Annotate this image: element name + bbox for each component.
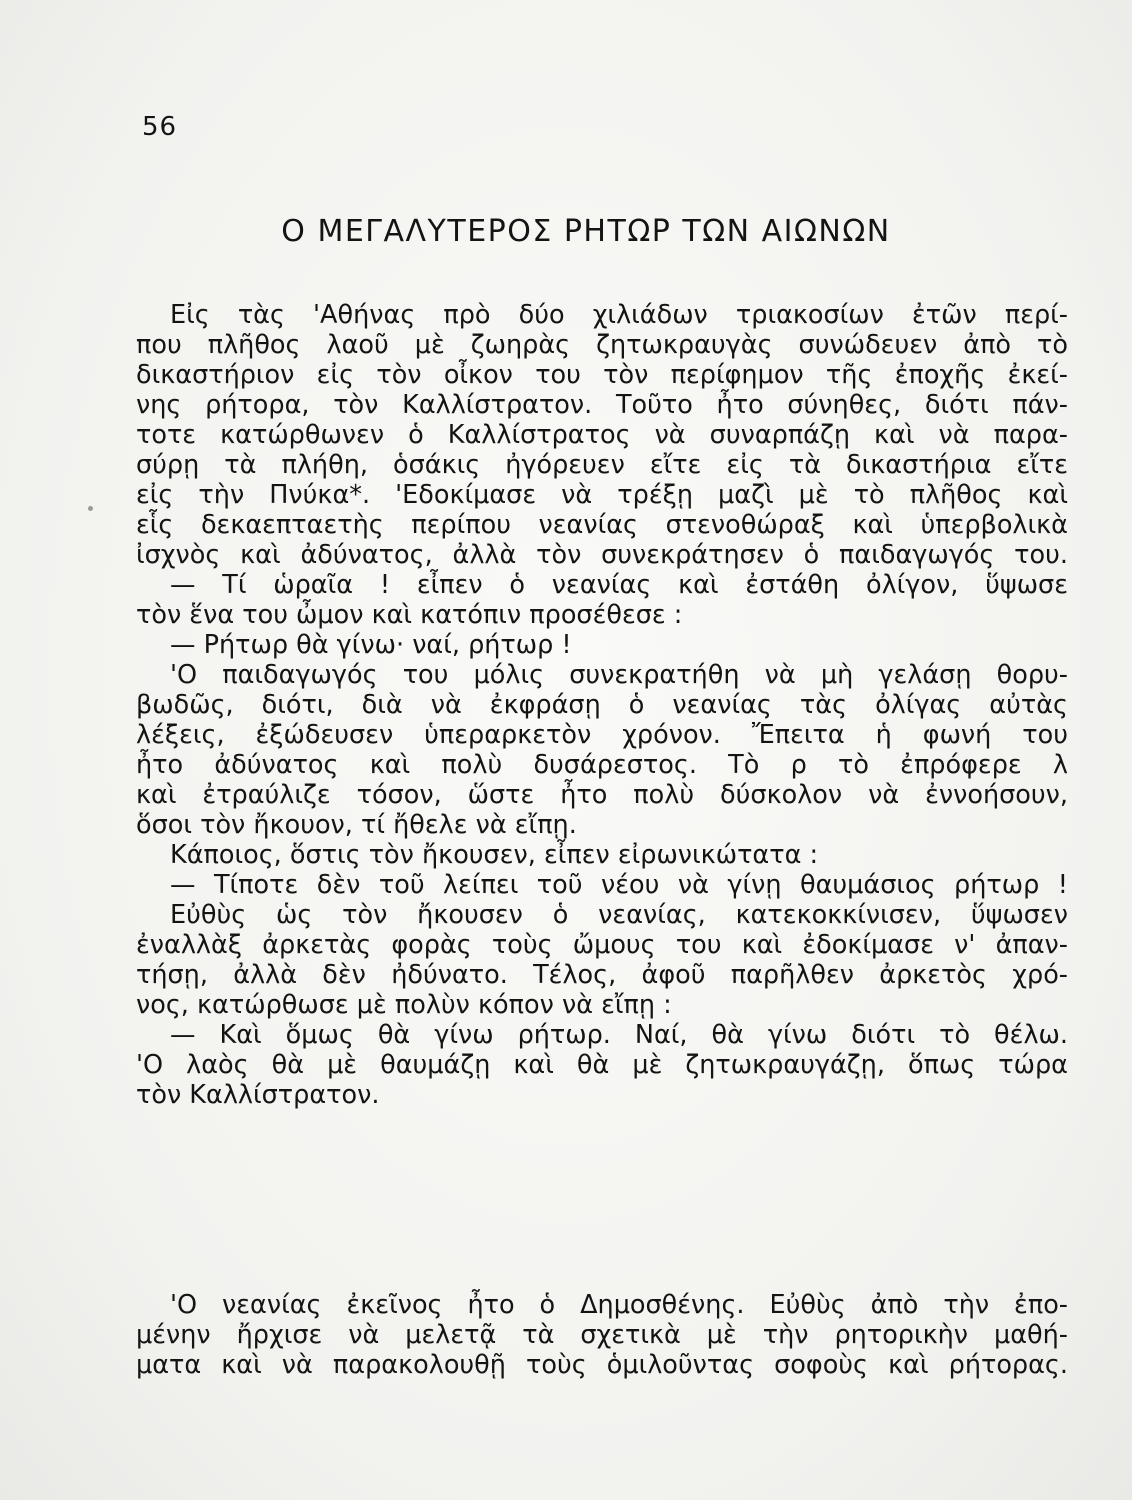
text-line: Κάποιος, ὅστις τὸν ἤκουσεν, εἶπεν εἰρωνικώτατα : xyxy=(170,840,819,870)
text-line: εἷς δεκαεπταετὴς περίπου νεανίας στενοθώραξ καὶ ὑπερβολικὰ xyxy=(136,510,1068,540)
page-number: 56 xyxy=(142,112,178,142)
text-line: νης ρήτορα, τὸν Καλλίστρατον. Τοῦτο ἦτο σύνηθες, διότι πάν- xyxy=(136,390,1068,420)
text-line: ἦτο ἀδύνατος καὶ πολὺ δυσάρεστος. Τὸ ρ τὸ ἐπρόφερε λ xyxy=(136,750,1068,780)
text-line: ὅσοι τὸν ἤκουον, τί ἤθελε νὰ εἴπῃ. xyxy=(136,810,577,840)
text-line: λέξεις, ἐξώδευσεν ὑπεραρκετὸν χρόνον. Ἔπειτα ἡ φωνή του xyxy=(136,720,1068,750)
text-line: 'Ο νεανίας ἐκεῖνος ἦτο ὁ Δημοσθένης. Εὐθὺς ἀπὸ τὴν ἐπο- xyxy=(170,1290,1068,1320)
text-line: δικαστήριον εἰς τὸν οἶκον του τὸν περίφημον τῆς ἐποχῆς ἐκεί- xyxy=(136,360,1068,390)
text-line: τοτε κατώρθωνεν ὁ Καλλίστρατος νὰ συναρπάζῃ καὶ νὰ παρα- xyxy=(136,420,1068,450)
text-line: βωδῶς, διότι, διὰ νὰ ἐκφράσῃ ὁ νεανίας τὰς ὀλίγας αὐτὰς xyxy=(136,690,1068,720)
text-line: που πλῆθος λαοῦ μὲ ζωηρὰς ζητωκραυγὰς συνώδευεν ἀπὸ τὸ xyxy=(136,330,1068,360)
text-line: — Τί ὡραῖα ! εἶπεν ὁ νεανίας καὶ ἐστάθη ὀλίγον, ὕψωσε xyxy=(170,570,1068,600)
text-line: καὶ ἐτραύλιζε τόσον, ὥστε ἦτο πολὺ δύσκολον νὰ ἐννοήσουν, xyxy=(136,780,1068,810)
page-speck xyxy=(88,506,93,511)
chapter-title: Ο ΜΕΓΑΛΥΤΕΡΟΣ ΡΗΤΩΡ ΤΩΝ ΑΙΩΝΩΝ xyxy=(281,214,891,249)
text-line: Εἰς τὰς 'Αθήνας πρὸ δύο χιλιάδων τριακοσίων ἐτῶν περί- xyxy=(170,300,1068,330)
text-line: σύρῃ τὰ πλήθη, ὁσάκις ἠγόρευεν εἴτε εἰς τὰ δικαστήρια εἴτε xyxy=(136,450,1068,480)
text-line: — Τίποτε δὲν τοῦ λείπει τοῦ νέου νὰ γίνῃ θαυμάσιος ρήτωρ ! xyxy=(170,870,1068,900)
closing-paragraph xyxy=(136,1290,1068,1380)
text-line: εἰς τὴν Πνύκα*. 'Εδοκίμασε νὰ τρέξῃ μαζὶ μὲ τὸ πλῆθος καὶ xyxy=(136,480,1068,510)
text-line: τήσῃ, ἀλλὰ δὲν ἠδύνατο. Τέλος, ἀφοῦ παρῆλθεν ἀρκετὸς χρό- xyxy=(136,960,1068,990)
text-line: τὸν Καλλίστρατον. xyxy=(136,1080,380,1110)
text-line: νος, κατώρθωσε μὲ πολὺν κόπον νὰ εἴπῃ : xyxy=(136,990,672,1020)
text-line: — Καὶ ὅμως θὰ γίνω ρήτωρ. Ναί, θὰ γίνω διότι τὸ θέλω. xyxy=(170,1020,1068,1050)
text-line: — Ρήτωρ θὰ γίνω· ναί, ρήτωρ ! xyxy=(170,630,572,660)
text-line: τὸν ἕνα του ὦμον καὶ κατόπιν προσέθεσε : xyxy=(136,600,683,630)
text-line: ἰσχνὸς καὶ ἀδύνατος, ἀλλὰ τὸν συνεκράτησεν ὁ παιδαγωγός του. xyxy=(136,540,1068,570)
text-line: 'Ο λαὸς θὰ μὲ θαυμάζῃ καὶ θὰ μὲ ζητωκραυγάζῃ, ὅπως τώρα xyxy=(136,1050,1068,1080)
text-line: ἐναλλὰξ ἀρκετὰς φορὰς τοὺς ὤμους του καὶ ἐδοκίμασε ν' ἀπαν- xyxy=(136,930,1068,960)
text-line: ματα καὶ νὰ παρακολουθῇ τοὺς ὁμιλοῦντας σοφοὺς καὶ ρήτορας. xyxy=(136,1350,1068,1380)
text-line: μένην ἤρχισε νὰ μελετᾷ τὰ σχετικὰ μὲ τὴν ρητορικὴν μαθή- xyxy=(136,1320,1068,1350)
text-line: Εὐθὺς ὡς τὸν ἤκουσεν ὁ νεανίας, κατεκοκκίνισεν, ὕψωσεν xyxy=(170,900,1068,930)
text-line: 'Ο παιδαγωγός του μόλις συνεκρατήθη νὰ μὴ γελάσῃ θορυ- xyxy=(170,660,1068,690)
main-text-block xyxy=(136,300,1068,1110)
